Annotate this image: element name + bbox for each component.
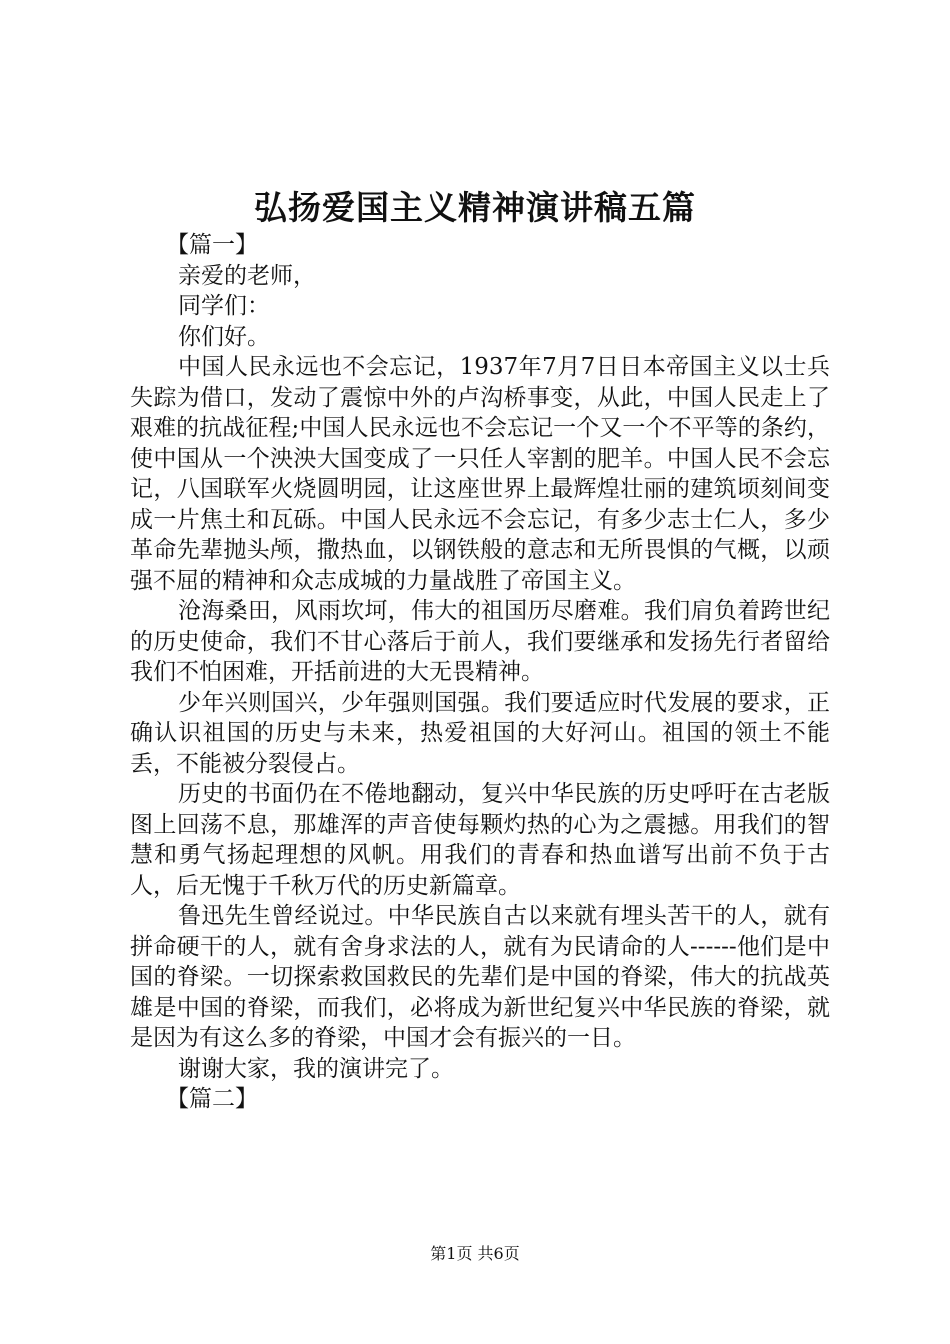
page-number: 第1页 共6页 xyxy=(430,1244,520,1263)
section-heading: 【篇二】 xyxy=(166,1086,258,1112)
document-title: 弘扬爱国主义精神演讲稿五篇 xyxy=(254,188,696,227)
body-paragraph: 沧海桑田，风雨坎坷，伟大的祖国历尽磨难。我们肩负着跨世纪的历史使命，我们不甘心落后于前人，我们要继承和发扬先行者留给我们不怕困难，开括前进的大无畏精神。 xyxy=(130,598,830,685)
salutation: 亲爱的老师， xyxy=(178,262,316,289)
section-heading: 【篇一】 xyxy=(166,232,258,258)
greeting: 你们好。 xyxy=(178,323,270,350)
body-paragraph: 中国人民永远也不会忘记，1937年7月7日日本帝国主义以士兵失踪为借口，发动了震惊中外的卢沟桥事变，从此，中国人民走上了艰难的抗战征程;中国人民永远也不会忘记一个又一个不平等的条约，使中国从一个泱泱大国变成了一只任人宰割的肥羊。中国人民不会忘记，八国联军火烧圆明园，让这座世界上最辉煌壮丽的建筑顷刻间变成一片焦土和瓦砾。中国人民永远不会忘记，有多少志士仁人，多少革命先辈抛头颅，撒热血，以钢铁般的意志和无所畏惧的气概，以顽强不屈的精神和众志成城的力量战胜了帝国主义。 xyxy=(130,354,830,594)
body-paragraph: 鲁迅先生曾经说过。中华民族自古以来就有埋头苦干的人，就有拼命硬干的人，就有舍身求法的人，就有为民请命的人------他们是中国的脊梁。一切探索救国救民的先辈们是中国的脊梁，伟大的抗战英雄是中国的脊梁，而我们，必将成为新世纪复兴中华民族的脊梁，就是因为有这么多的脊梁，中国才会有振兴的一日。 xyxy=(130,903,830,1051)
body-paragraph: 少年兴则国兴，少年强则国强。我们要适应时代发展的要求，正确认识祖国的历史与未来，热爱祖国的大好河山。祖国的领土不能丢，不能被分裂侵占。 xyxy=(130,689,830,777)
document-body xyxy=(130,230,830,1115)
salutation: 同学们： xyxy=(178,293,270,319)
body-paragraph: 历史的书面仍在不倦地翻动，复兴中华民族的历史呼吁在古老版图上回荡不息，那雄浑的声音使每颗灼热的心为之震撼。用我们的智慧和勇气扬起理想的风帆。用我们的青春和热血谱写出前不负于古人，后无愧于千秋万代的历史新篇章。 xyxy=(130,781,830,899)
closing: 谢谢大家，我的演讲完了。 xyxy=(178,1055,454,1082)
